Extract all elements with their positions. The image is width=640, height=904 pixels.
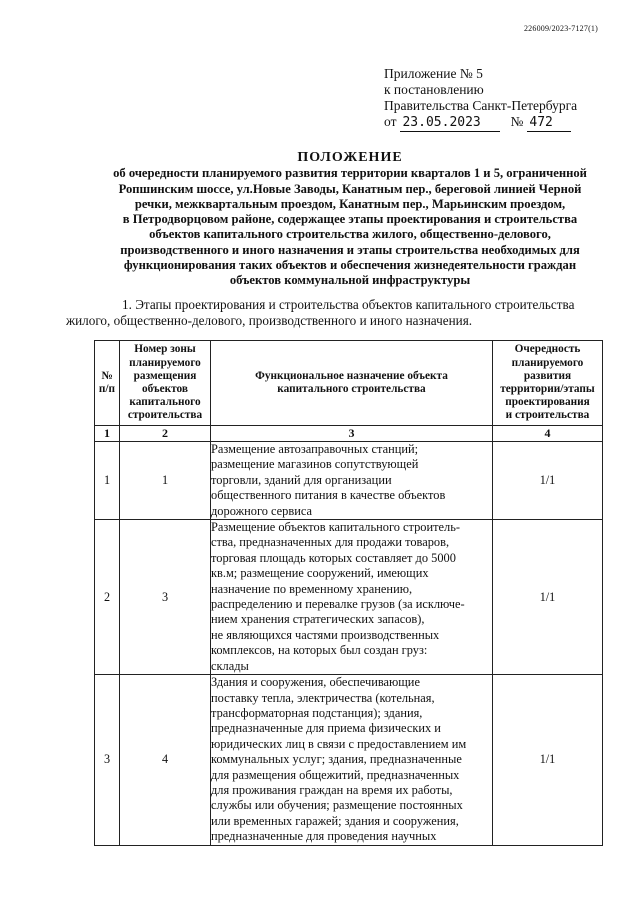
title-line: объектов коммунальной инфраструктуры bbox=[229, 273, 471, 288]
title-line: в Петродворцовом районе, содержащее этапы проектирования и строительства bbox=[122, 212, 578, 227]
number-prefix: № bbox=[510, 114, 524, 129]
row-function bbox=[211, 675, 493, 845]
table-header-row bbox=[95, 341, 603, 426]
function-line: предназначенные для приема физических и bbox=[211, 721, 441, 736]
function-line: дорожного сервиса bbox=[211, 503, 313, 518]
row-stage: 1/1 bbox=[493, 520, 603, 675]
header-number bbox=[95, 341, 120, 426]
construction-stages-table bbox=[94, 340, 603, 846]
decree-date: 23.05.2023 bbox=[400, 115, 500, 132]
function-line: склады bbox=[211, 658, 249, 673]
function-line: юридических лиц в связи с предоставлением им bbox=[211, 736, 467, 751]
function-line: размещение магазинов сопутствующей bbox=[211, 457, 419, 472]
appendix-line-3: Правительства Санкт-Петербурга bbox=[384, 98, 578, 113]
header-number-text: № п/п bbox=[98, 369, 116, 395]
row-stage: 1/1 bbox=[493, 675, 603, 845]
function-line: или временных гаражей; здания и сооружения, bbox=[211, 813, 459, 828]
function-line: распределению и перевалке грузов (за исключе- bbox=[211, 597, 465, 612]
appendix-date-row bbox=[384, 114, 614, 132]
title-heading: ПОЛОЖЕНИЕ bbox=[297, 150, 403, 165]
function-line: комплексов, на которых был создан груз: bbox=[211, 643, 428, 658]
function-line: общественного питания в качестве объектов bbox=[211, 488, 446, 503]
row-number: 3 bbox=[95, 675, 120, 845]
appendix-block bbox=[384, 66, 614, 132]
function-line: службы или обучения; размещение постоянных bbox=[211, 798, 463, 813]
row-number: 2 bbox=[95, 520, 120, 675]
row-function bbox=[211, 520, 493, 675]
appendix-line-1: Приложение № 5 bbox=[384, 66, 483, 81]
title-line: функционирования таких объектов и обеспечения жизнедеятельности граждан bbox=[123, 258, 577, 273]
appendix-line-2: к постановлению bbox=[384, 82, 484, 97]
table-row bbox=[95, 675, 603, 845]
row-zone: 3 bbox=[120, 520, 211, 675]
table-row bbox=[95, 520, 603, 675]
title-lines bbox=[70, 166, 630, 288]
header-stage bbox=[493, 341, 603, 426]
section-1-paragraph bbox=[66, 297, 602, 328]
index-cell: 3 bbox=[211, 426, 493, 442]
row-stage: 1/1 bbox=[493, 442, 603, 520]
function-line: назначение по временному хранению, bbox=[211, 581, 413, 596]
index-cell: 1 bbox=[95, 426, 120, 442]
paragraph-line: 1. Этапы проектирования и строительства объектов капитального строительства bbox=[122, 297, 575, 312]
function-line: для размещения общежитий, предназначенных bbox=[211, 767, 460, 782]
index-cell: 2 bbox=[120, 426, 211, 442]
function-line: кв.м; размещение сооружений, имеющих bbox=[211, 566, 429, 581]
document-title bbox=[70, 150, 630, 289]
function-line: предназначенные для проведения научных bbox=[211, 829, 437, 844]
decree-number: 472 bbox=[527, 115, 571, 132]
header-zone-text: Номер зоны планируемого размещения объектов капитального строительства bbox=[127, 343, 203, 422]
row-zone: 1 bbox=[120, 442, 211, 520]
header-function-text: Функциональное назначение объекта капитального строительства bbox=[255, 369, 448, 395]
row-zone: 4 bbox=[120, 675, 211, 845]
title-line: Ропшинским шоссе, ул.Новые Заводы, Канатным пер., береговой линией Черной bbox=[118, 181, 582, 196]
function-line: ства, предназначенных для продажи товаров, bbox=[211, 535, 450, 550]
table-row bbox=[95, 442, 603, 520]
function-line: Здания и сооружения, обеспечивающие bbox=[211, 675, 420, 690]
function-line: торговли, зданий для организации bbox=[211, 472, 392, 487]
title-line: производственного и иного назначения и этапы строительства необходимых для bbox=[120, 242, 580, 257]
paragraph-line: жилого, общественно-делового, производственного и иного назначения. bbox=[66, 312, 473, 328]
function-line: Размещение автозаправочных станций; bbox=[211, 442, 419, 456]
function-line: торговая площадь которых составляет до 5000 bbox=[211, 550, 456, 565]
header-function bbox=[211, 341, 493, 426]
function-line: для проживания граждан на время их работы, bbox=[211, 782, 453, 797]
function-line: поставку тепла, электричества (котельная, bbox=[211, 690, 435, 705]
date-prefix: от bbox=[384, 114, 397, 129]
row-function bbox=[211, 442, 493, 520]
row-number: 1 bbox=[95, 442, 120, 520]
title-line: об очередности планируемого развития территории кварталов 1 и 5, ограниченной bbox=[113, 166, 587, 181]
function-line: нием хранения стратегических запасов), bbox=[211, 612, 425, 627]
header-stage-text: Очередность планируемого развития территории/этапы проектирования и строительства bbox=[500, 343, 595, 422]
function-line: коммунальных услуг; здания, предназначенные bbox=[211, 752, 462, 767]
table-body bbox=[95, 442, 603, 846]
title-line: объектов капитального строительства жилого, общественно-делового, bbox=[149, 227, 551, 242]
document-registration-id: 226009/2023-7127(1) bbox=[523, 24, 598, 33]
function-line: не являющихся частями производственных bbox=[211, 627, 440, 642]
title-line: речки, межквартальным проездом, Канатным пер., Марьинским проездом, bbox=[134, 196, 566, 211]
header-zone bbox=[120, 341, 211, 426]
table-index-row bbox=[95, 426, 603, 442]
index-cell: 4 bbox=[493, 426, 603, 442]
function-line: Размещение объектов капитального строитель- bbox=[211, 520, 460, 535]
function-line: трансформаторная подстанция); здания, bbox=[211, 705, 423, 720]
